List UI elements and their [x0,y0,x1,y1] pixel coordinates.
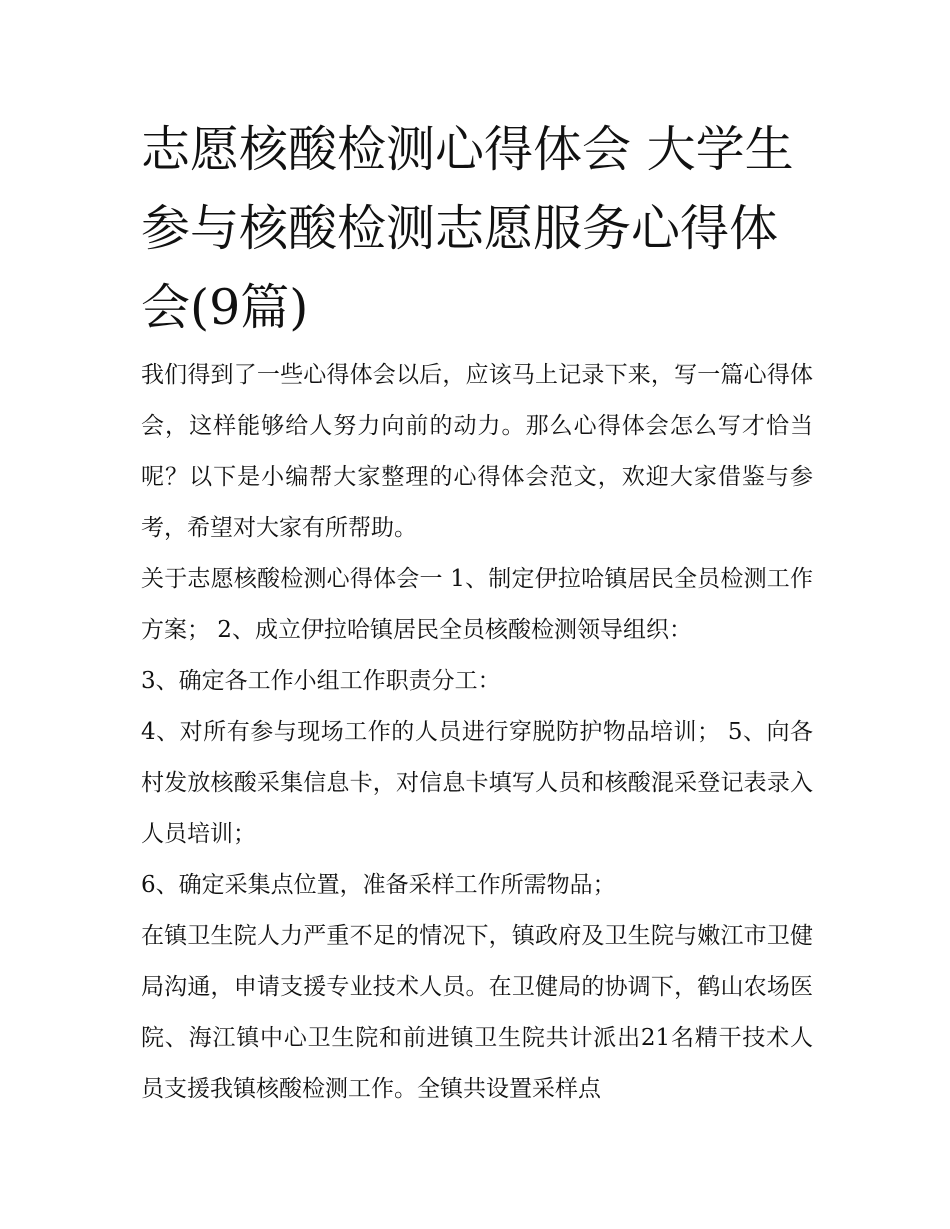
document-title: 志愿核酸检测心得体会 大学生参与核酸检测志愿服务心得体会(9篇) [141,121,794,336]
document-body [141,350,813,1115]
document-page [141,110,813,1115]
paragraph-item-4-5: 4、对所有参与现场工作的人员进行穿脱防护物品培训； 5、向各村发放核酸采集信息卡，对信息卡填写人员和核酸混采登记表录入人员培训； [141,719,813,847]
paragraph-support-staff: 在镇卫生院人力严重不足的情况下，镇政府及卫生院与嫩江市卫健局沟通，申请支援专业技术人员。在卫健局的协调下，鹤山农场医院、海江镇中心卫生院和前进镇卫生院共计派出21名精干技术人员支援我镇核酸检测工作。全镇共设置采样点 [141,923,813,1102]
intro-paragraph: 我们得到了一些心得体会以后，应该马上记录下来，写一篇心得体会，这样能够给人努力向前的动力。那么心得体会怎么写才恰当呢？以下是小编帮大家整理的心得体会范文，欢迎大家借鉴与参考，希望对大家有所帮助。 [141,362,813,541]
paragraph-item-3: 3、确定各工作小组工作职责分工： [141,668,501,694]
paragraph-section-one: 关于志愿核酸检测心得体会一 1、制定伊拉哈镇居民全员检测工作方案； 2、成立伊拉哈镇居民全员核酸检测领导组织： [141,566,813,643]
paragraph-item-6: 6、确定采集点位置，准备采样工作所需物品； [141,872,616,898]
